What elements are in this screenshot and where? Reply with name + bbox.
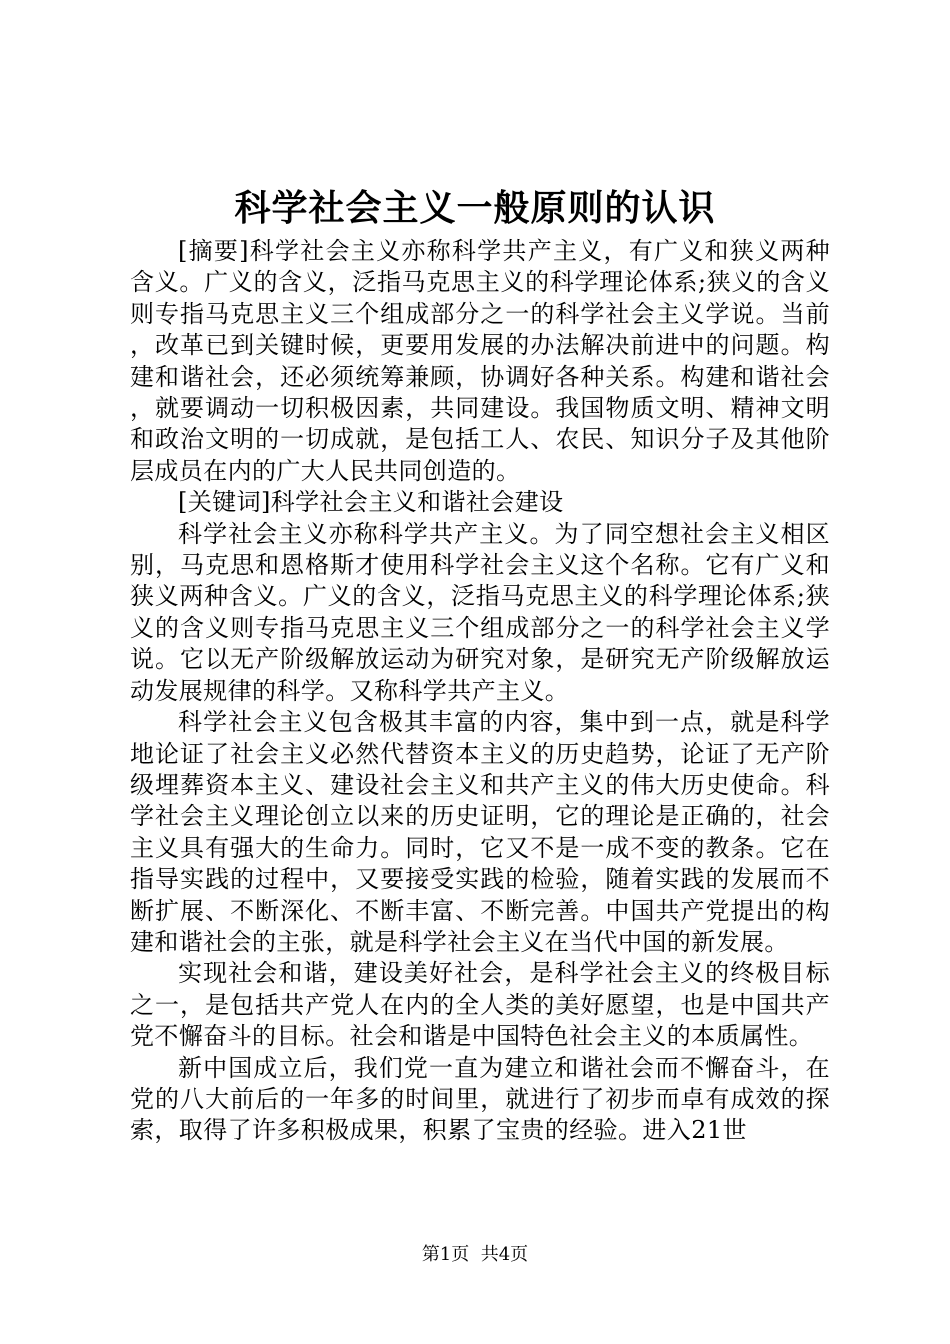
body-paragraph: 科学社会主义包含极其丰富的内容，集中到一点，就是科学地论证了社会主义必然代替资本主义的历史趋势，论证了无产阶级埋葬资本主义、建设社会主义和共产主义的伟大历史使命。科学社会主义理论创立以来的历史证明，它的理论是正确的，社会主义具有强大的生命力。同时，它又不是一成不变的教条。它在指导实践的过程中，又要接受实践的检验，随着实践的发展而不断扩展、不断深化、不断丰富、不断完善。中国共产党提出的构建和谐社会的主张，就是科学社会主义在当代中国的新发展。 [130, 708, 830, 956]
abstract-paragraph: [摘要]科学社会主义亦称科学共产主义，有广义和狭义两种含义。广义的含义，泛指马克思主义的科学理论体系;狭义的含义则专指马克思主义三个组成部分之一的科学社会主义学说。当前，改革已到关键时候，更要用发展的办法解决前进中的问题。构建和谐社会，还必须统筹兼顾，协调好各种关系。构建和谐社会，就要调动一切积极因素，共同建设。我国物质文明、精神文明和政治文明的一切成就，是包括工人、农民、知识分子及其他阶层成员在内的广大人民共同创造的。 [130, 237, 830, 485]
body-paragraph: 科学社会主义亦称科学共产主义。为了同空想社会主义相区别，马克思和恩格斯才使用科学社会主义这个名称。它有广义和狭义两种含义。广义的含义，泛指马克思主义的科学理论体系;狭义的含义则专指马克思主义三个组成部分之一的科学社会主义学说。它以无产阶级解放运动为研究对象，是研究无产阶级解放运动发展规律的科学。又称科学共产主义。 [130, 519, 830, 705]
footer-separator [469, 1244, 480, 1265]
page-total: 共4页 [480, 1244, 529, 1265]
page-number: 第1页 [421, 1244, 470, 1265]
keywords-paragraph: [关键词]科学社会主义和谐社会建设 [178, 488, 564, 517]
page-footer [0, 1243, 950, 1267]
document-body [130, 236, 830, 1147]
body-paragraph: 新中国成立后，我们党一直为建立和谐社会而不懈奋斗，在党的八大前后的一年多的时间里，就进行了初步而卓有成效的探索，取得了许多积极成果，积累了宝贵的经验。进入21世 [130, 1053, 830, 1145]
document-title: 科学社会主义一般原则的认识 [234, 187, 716, 229]
body-paragraph: 实现社会和谐，建设美好社会，是科学社会主义的终极目标之一，是包括共产党人在内的全人类的美好愿望，也是中国共产党不懈奋斗的目标。社会和谐是中国特色社会主义的本质属性。 [130, 959, 830, 1051]
